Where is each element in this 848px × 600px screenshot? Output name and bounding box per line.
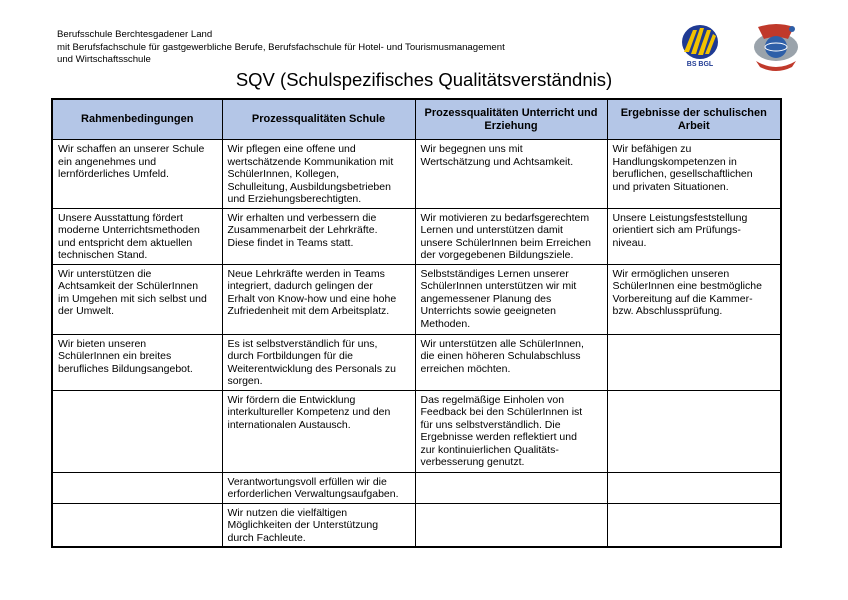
table-header-row (52, 99, 781, 140)
table-cell (607, 472, 781, 503)
table-cell: Verantwortungsvoll erfüllen wir die erforderlichen Verwaltungsaufgaben. (222, 472, 415, 503)
table-cell: Das regelmäßige Einholen von Feedback bei den SchülerInnen ist für uns selbstverständlich. Die Ergebnisse werden reflektiert und zur kontinuierlichen Qualitäts- verbesserung genutzt. (415, 390, 607, 472)
table-cell (415, 472, 607, 503)
table-cell (52, 503, 222, 547)
table-row (52, 390, 781, 472)
table-cell: Es ist selbstverständlich für uns, durch Fortbildungen für die Weiterentwicklung des Personals zu sorgen. (222, 334, 415, 390)
table-cell: Unsere Leistungsfeststellung orientiert sich am Prüfungs- niveau. (607, 208, 781, 264)
table-cell: Wir erhalten und verbessern die Zusammenarbeit der Lehrkräfte. Diese findet in Teams statt. (222, 208, 415, 264)
column-header: Prozessqualitäten Schule (222, 99, 415, 140)
table-cell: Wir schaffen an unserer Schule ein angenehmes und lernförderliches Umfeld. (52, 140, 222, 209)
bs-bgl-logo (678, 22, 722, 68)
column-header: Prozessqualitäten Unterricht und Erziehung (415, 99, 607, 140)
table-cell (607, 503, 781, 547)
logo-text: BS BGL (686, 61, 714, 68)
table-cell: Wir befähigen zu Handlungskompetenzen in beruflichen, gesellschaftlichen und privaten Situationen. (607, 140, 781, 209)
table-cell: Wir begegnen uns mit Wertschätzung und Achtsamkeit. (415, 140, 607, 209)
column-header: Rahmenbedingungen (52, 99, 222, 140)
table-cell (52, 472, 222, 503)
table-cell: Wir pflegen eine offene und wertschätzende Kommunikation mit SchülerInnen, Kollegen, Schulleitung, Ausbildungsbetrieben und Erziehungsberechtigten. (222, 140, 415, 209)
page-title: SQV (Schulspezifisches Qualitätsverständnis) (235, 69, 613, 90)
table-row (52, 140, 781, 209)
table-row (52, 503, 781, 547)
table-cell: Selbstständiges Lernen unserer SchülerInnen unterstützen wir mit angemessener Planung des Unterrichts sowie geeigneten Methoden. (415, 264, 607, 334)
table-cell: Wir bieten unseren SchülerInnen ein breites berufliches Bildungsangebot. (52, 334, 222, 390)
column-header: Ergebnisse der schulischen Arbeit (607, 99, 781, 140)
table-row (52, 264, 781, 334)
table-cell (607, 334, 781, 390)
school-header (57, 29, 505, 67)
table-cell (607, 390, 781, 472)
table-cell: Wir unterstützen alle SchülerInnen, die einen höheren Schulabschluss erreichen möchten. (415, 334, 607, 390)
table-cell: Wir unterstützen die Achtsamkeit der SchülerInnen im Umgehen mit sich selbst und der Umwelt. (52, 264, 222, 334)
table-row (52, 334, 781, 390)
header-line: und Wirtschaftsschule (57, 54, 151, 65)
table-cell: Wir motivieren zu bedarfsgerechtem Lernen und unterstützen damit unsere SchülerInnen beim Erreichen der vorgegebenen Bildungsziele. (415, 208, 607, 264)
table-row (52, 472, 781, 503)
table-cell: Wir nutzen die vielfältigen Möglichkeiten der Unterstützung durch Fachleute. (222, 503, 415, 547)
table-cell (415, 503, 607, 547)
table-cell (52, 390, 222, 472)
table-row (52, 208, 781, 264)
table-cell: Neue Lehrkräfte werden in Teams integriert, dadurch gelingen der Erhalt von Know-how und eine hohe Zufriedenheit mit dem Arbeitsplatz. (222, 264, 415, 334)
table-cell: Unsere Ausstattung fördert moderne Unterrichtsmethoden und entspricht dem aktuellen technischen Stand. (52, 208, 222, 264)
globe-logo (748, 17, 804, 75)
table-cell: Wir fördern die Entwicklung interkultureller Kompetenz und den internationalen Austausch. (222, 390, 415, 472)
header-line: Berufsschule Berchtesgadener Land (57, 29, 213, 40)
table-cell: Wir ermöglichen unseren SchülerInnen eine bestmögliche Vorbereitung auf die Kammer- bzw. Abschlussprüfung. (607, 264, 781, 334)
quality-table (51, 98, 782, 548)
header-line: mit Berufsfachschule für gastgewerbliche Berufe, Berufsfachschule für Hotel- und Tourismusmanagement (57, 41, 505, 53)
